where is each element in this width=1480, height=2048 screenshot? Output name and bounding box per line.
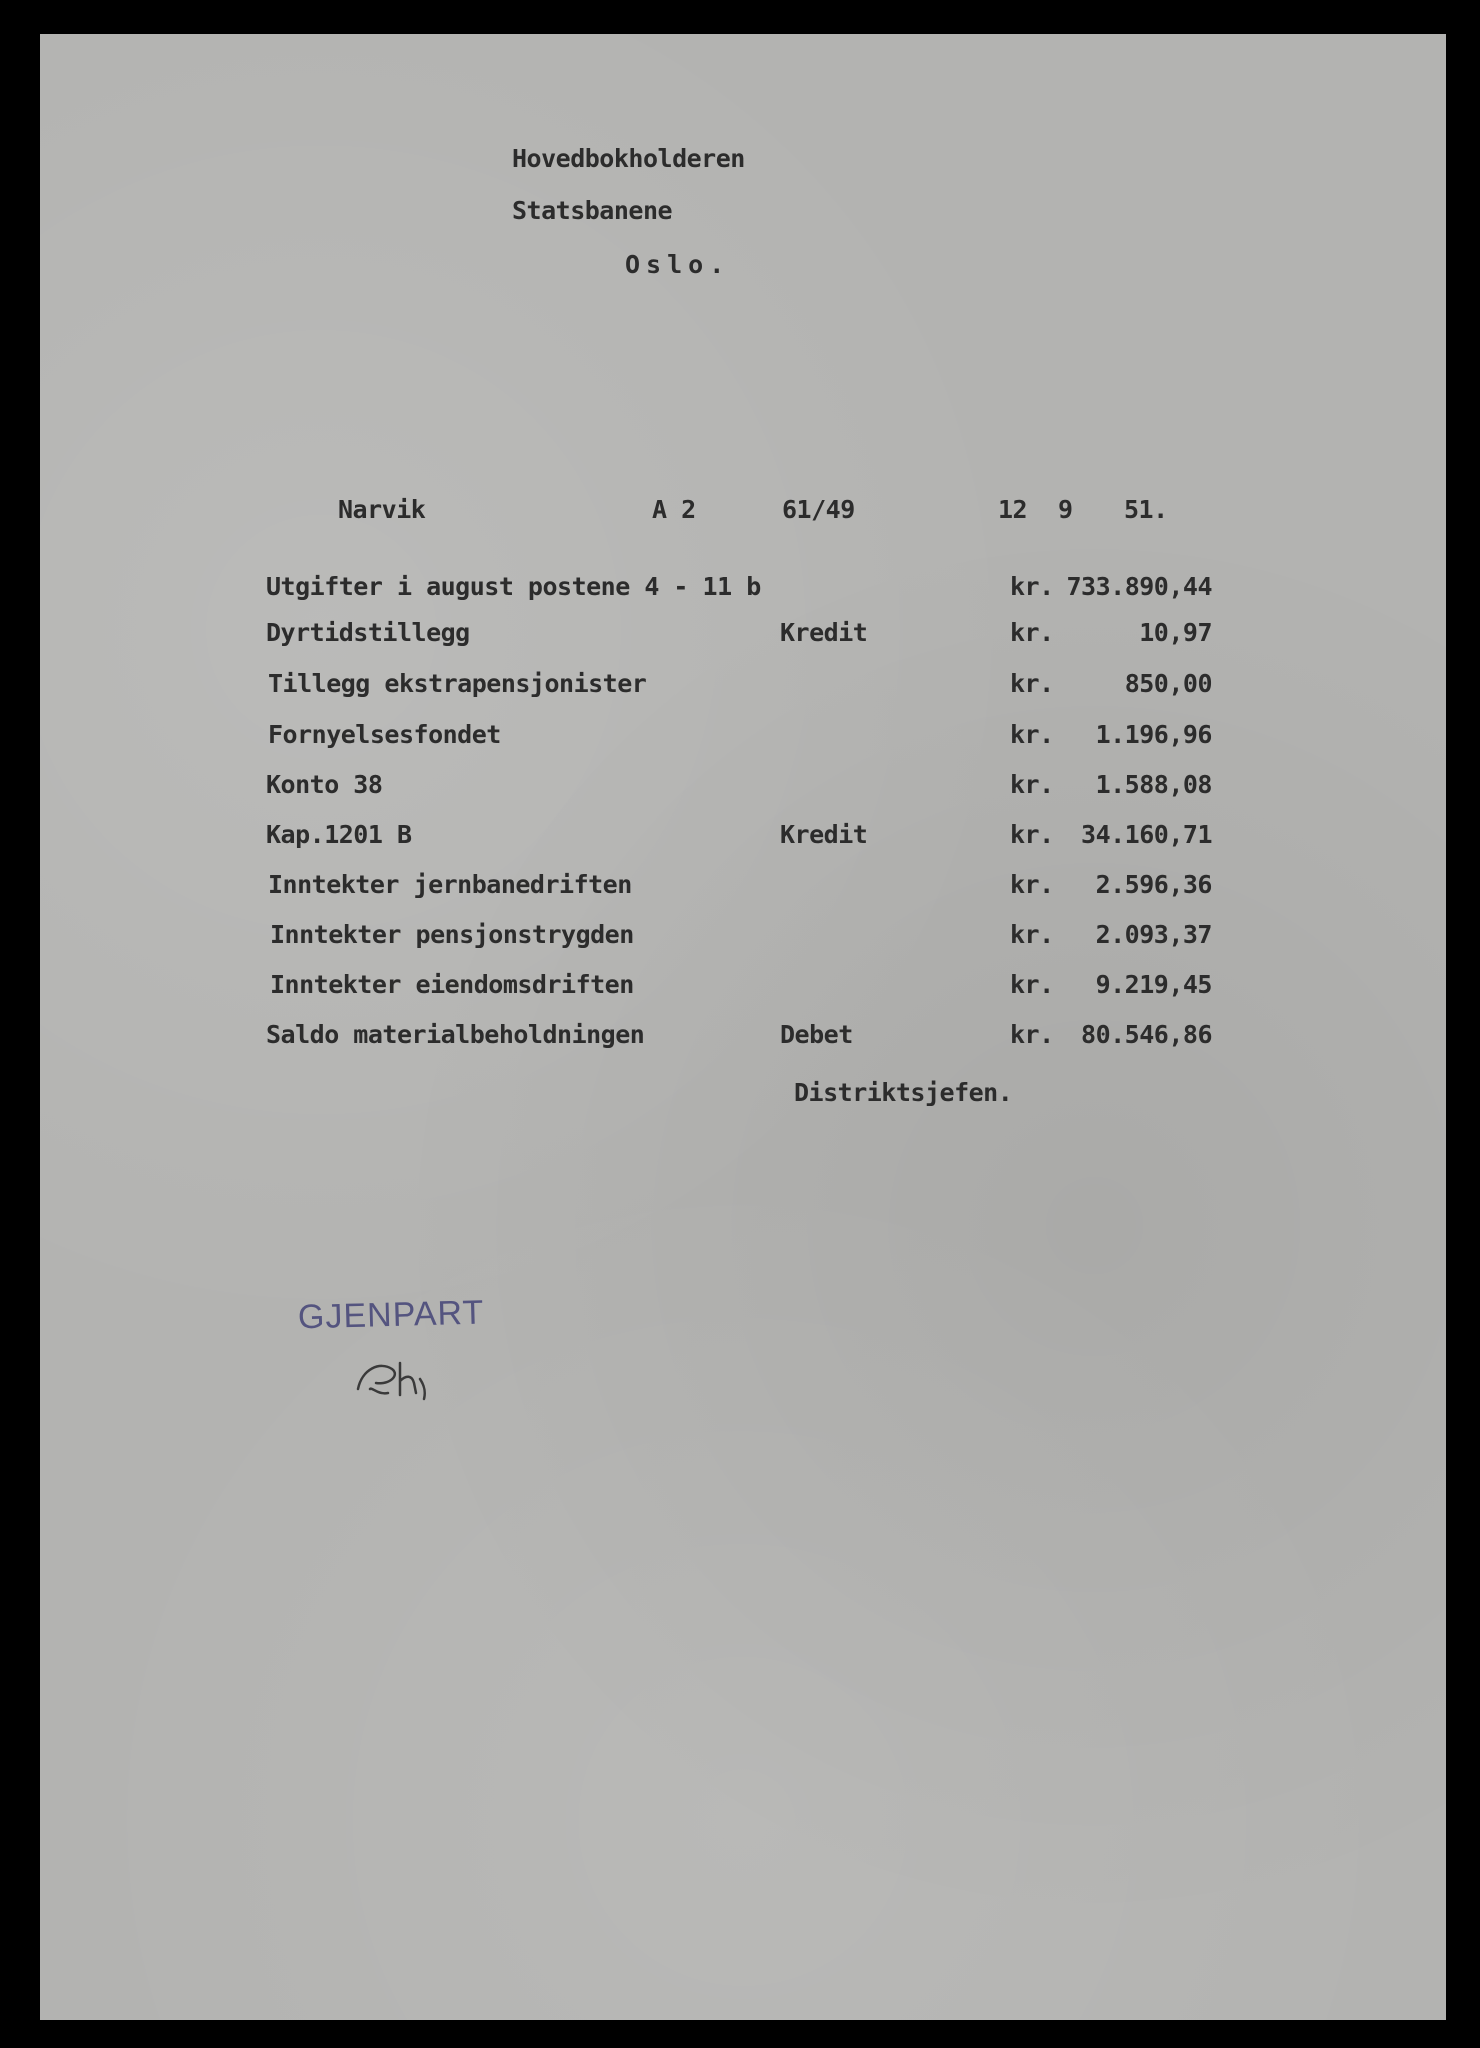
copy-stamp: GJENPART	[297, 1293, 485, 1337]
entry-currency: kr.	[1010, 920, 1054, 949]
entry-amount: 850,00	[1124, 669, 1212, 698]
recipient-line-2: Statsbanene	[512, 196, 673, 225]
entry-currency: kr.	[1010, 572, 1054, 601]
entry-label: Utgifter i august postene 4 - 11 b	[266, 572, 761, 601]
entry-amount: 9.219,45	[1095, 970, 1212, 999]
entry-amount: 10,97	[1139, 618, 1212, 647]
entry-amount: 733.890,44	[1066, 572, 1212, 601]
entry-label: Konto 38	[266, 770, 383, 799]
reference-month: 9	[1058, 495, 1073, 524]
reference-day: 12	[998, 495, 1028, 524]
entry-currency: kr.	[1010, 669, 1054, 698]
entry-currency: kr.	[1010, 1020, 1054, 1049]
entry-currency: kr.	[1010, 820, 1054, 849]
entry-amount: 2.093,37	[1095, 920, 1212, 949]
entry-label: Inntekter jernbanedriften	[268, 870, 632, 899]
entry-currency: kr.	[1010, 618, 1054, 647]
recipient-line-1: Hovedbokholderen	[512, 144, 745, 173]
reference-number: 61/49	[782, 495, 855, 524]
entry-type: Kredit	[780, 618, 868, 647]
document-page	[40, 34, 1446, 2020]
entry-type: Kredit	[780, 820, 868, 849]
entry-amount: 34.160,71	[1081, 820, 1212, 849]
entry-currency: kr.	[1010, 720, 1054, 749]
entry-amount: 2.596,36	[1095, 870, 1212, 899]
reference-place: Narvik	[338, 495, 426, 524]
entry-label: Tillegg ekstrapensjonister	[268, 669, 647, 698]
entry-currency: kr.	[1010, 770, 1054, 799]
reference-year: 51.	[1124, 495, 1168, 524]
reference-code: A 2	[652, 495, 696, 524]
entry-label: Inntekter pensjonstrygden	[270, 920, 634, 949]
entry-label: Fornyelsesfondet	[268, 720, 501, 749]
entry-amount: 1.588,08	[1095, 770, 1212, 799]
entry-amount: 1.196,96	[1095, 720, 1212, 749]
entry-label: Dyrtidstillegg	[266, 618, 470, 647]
entry-currency: kr.	[1010, 870, 1054, 899]
entry-amount: 80.546,86	[1081, 1020, 1212, 1049]
signature-title: Distriktsjefen.	[794, 1078, 1013, 1107]
entry-currency: kr.	[1010, 970, 1054, 999]
handwritten-initials-icon	[340, 1339, 460, 1409]
entry-label: Saldo materialbeholdningen	[266, 1020, 645, 1049]
recipient-city: Oslo.	[625, 250, 731, 279]
entry-label: Kap.1201 B	[266, 820, 412, 849]
entry-type: Debet	[780, 1020, 853, 1049]
entry-label: Inntekter eiendomsdriften	[270, 970, 634, 999]
